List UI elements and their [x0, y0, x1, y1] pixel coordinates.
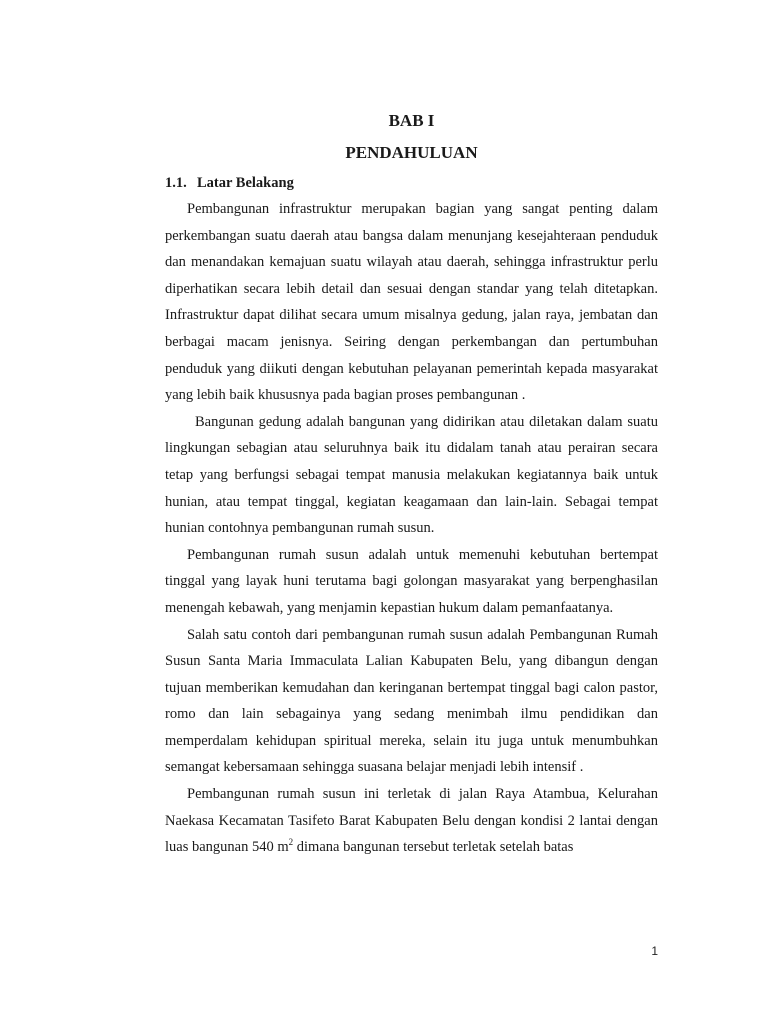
section-number: 1.1.: [165, 175, 187, 191]
paragraph-3: Pembangunan rumah susun adalah untuk memenuhi kebutuhan bertempat tinggal yang layak huni terutama bagi golongan masyarakat yang berpenghasilan menengah kebawah, yang menjamin kepastian hukum dalam pemanfaatanya.: [165, 546, 658, 616]
paragraph-5-continuation: dimana bangunan tersebut terletak setelah batas: [293, 839, 574, 856]
chapter-number: BAB I: [388, 111, 435, 130]
superscript-2: 2: [288, 837, 294, 848]
section-title: Latar Belakang: [197, 175, 294, 191]
page-number: 1: [651, 944, 658, 958]
section-heading: [165, 170, 658, 196]
paragraph-5: [165, 781, 658, 861]
paragraph-5-text: Pembangunan rumah susun ini terletak di jalan Raya Atambua, Kelurahan Naekasa Kecamatan Tasifeto Barat Kabupaten Belu dengan kondisi 2 lantai dengan luas bangunan 540 m: [165, 786, 658, 856]
page-content: [165, 108, 658, 861]
chapter-title: PENDAHULUAN: [345, 143, 478, 162]
paragraph-2: Bangunan gedung adalah bangunan yang didirikan atau diletakan dalam suatu lingkungan sebagian atau seluruhnya baik itu didalam tanah atau perairan secara tetap yang berfungsi sebagai tempat manusia melakukan kegiatannya baik untuk hunian, atau tempat tinggal, kegiatan keagamaan dan lain-lain. Sebagai tempat hunian contohnya pembangunan rumah susun.: [165, 413, 658, 537]
paragraph-1: Pembangunan infrastruktur merupakan bagian yang sangat penting dalam perkembangan suatu daerah atau bangsa dalam menunjang kesejahteraan penduduk dan menandakan kemajuan suatu wilayah atau daerah, sehingga infrastruktur perlu diperhatikan secara lebih detail dan sesuai dengan standar yang telah ditetapkan. Infrastruktur dapat dilihat secara umum misalnya gedung, jalan raya, jembatan dan berbagai macam jenisnya. Seiring dengan perkembangan dan pertumbuhan penduduk yang diikuti dengan kebutuhan pelayanan pemerintah kepada masyarakat yang lebih baik khususnya pada bagian proses pembangunan .: [165, 201, 658, 404]
paragraph-4: Salah satu contoh dari pembangunan rumah susun adalah Pembangunan Rumah Susun Santa Maria Immaculata Lalian Kabupaten Belu, yang dibangun dengan tujuan memberikan kemudahan dan keringanan bertempat tinggal bagi calon pastor, romo dan lain sebagainya yang sedang menimbah ilmu pendidikan dan memperdalam kehidupan spiritual mereka, selain itu juga untuk menumbuhkan semangat kebersamaan sehingga suasana belajar menjadi lebih intensif .: [165, 626, 658, 776]
